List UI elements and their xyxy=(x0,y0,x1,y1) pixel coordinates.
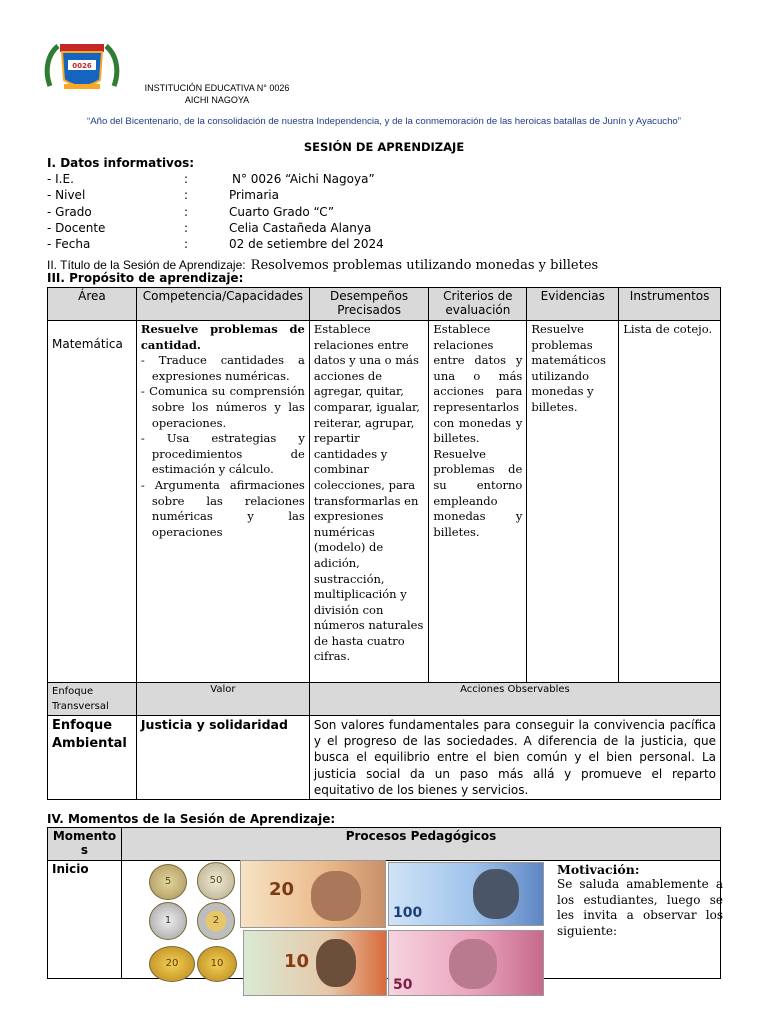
info-value: Primaria xyxy=(229,188,279,202)
purpose-table xyxy=(47,287,721,800)
header-processes: Procesos Pedagógicos xyxy=(121,828,720,861)
coin-image: 5 xyxy=(149,864,187,900)
info-row-nivel xyxy=(47,188,647,204)
competency-title: Resuelve problemas de cantidad. xyxy=(140,322,305,352)
instrument-cell: Lista de cotejo. xyxy=(619,321,721,683)
info-key: - Docente xyxy=(47,221,106,235)
info-value: 02 de setiembre del 2024 xyxy=(229,237,384,251)
approach-cell: Enfoque Ambiental xyxy=(48,716,137,800)
info-sep: : xyxy=(184,221,189,235)
coin-image: 20 xyxy=(149,946,195,982)
header-moments: Momento s xyxy=(48,828,122,861)
year-motto: “Año del Bicentenario, de la consolidación de nuestra Independencia, y de la conmemoración de las heroicas batallas de Junín y Ayacucho” xyxy=(87,116,681,127)
coin-image: 2 xyxy=(197,902,235,940)
info-sep: : xyxy=(184,188,189,202)
area-cell: Matemática xyxy=(48,321,137,683)
coin-image: 1 xyxy=(149,902,187,940)
actions-cell: Son valores fundamentales para conseguir la convivencia pacífica y el progreso de las sociedades. A diferencia de la justicia, que busca el equilibrio entre el bien común y el bien personal. La justicia social da un paso más allá y promueve el reparto equitativo de los bienes y servicios. xyxy=(309,716,720,800)
info-list xyxy=(47,172,647,254)
bill-image: 50 xyxy=(388,930,544,996)
criteria-cell: Establece relaciones entre datos y una o más acciones para representarlos con monedas y billetes. Resuelve problemas de su entorno empleando monedas y billetes. xyxy=(429,321,527,683)
header-instruments: Instrumentos xyxy=(619,288,721,321)
capacity-item: - Comunica su comprensión sobre los números y las operaciones. xyxy=(140,384,305,430)
motivation-text: Se saluda amablemente a los estudiantes, luego se les invita a observar los siguiente: xyxy=(556,877,723,938)
session-title: SESIÓN DE APRENDIZAJE xyxy=(303,140,465,154)
section1-title: I. Datos informativos: xyxy=(47,156,195,170)
performance-cell: Establece relaciones entre datos y una o más acciones de agregar, quitar, comparar, igualar, reiterar, agrupar, repartir cantidades y combinar colecciones, para transformarlas en expresiones numéricas (modelo) de adición, sustracción, multiplicación y división con números naturales de hasta cuatro cifras. xyxy=(309,321,429,683)
moments-header-row xyxy=(48,828,721,861)
capacity-item: - Traduce cantidades a expresiones numéricas. xyxy=(140,353,305,383)
value-cell: Justicia y solidaridad xyxy=(136,716,309,800)
header-competency: Competencia/Capacidades xyxy=(136,288,309,321)
info-value: Cuarto Grado “C” xyxy=(229,205,335,219)
info-key: - Fecha xyxy=(47,237,91,251)
section4-title: IV. Momentos de la Sesión de Aprendizaje: xyxy=(47,812,336,826)
section2-value: Resolvemos problemas utilizando monedas y billetes xyxy=(250,258,599,273)
header-value: Valor xyxy=(136,683,309,716)
info-sep: : xyxy=(184,237,189,251)
institution-name xyxy=(142,82,292,106)
competency-cell xyxy=(136,321,309,683)
info-key: - Nivel xyxy=(47,188,86,202)
capacities-list xyxy=(141,353,305,540)
info-row-grado xyxy=(47,205,647,221)
header-performance: Desempeños Precisados xyxy=(309,288,429,321)
moment-cell: Inicio xyxy=(48,861,122,979)
capacity-item: - Argumenta afirmaciones sobre las relaciones numéricas y las operaciones xyxy=(140,477,305,539)
institution-line1: INSTITUCIÓN EDUCATIVA N° 0026 xyxy=(144,83,290,93)
approach-row xyxy=(48,716,721,800)
info-sep: : xyxy=(184,205,189,219)
header-evidence: Evidencias xyxy=(527,288,619,321)
approach-header-row xyxy=(48,683,721,716)
evidence-cell: Resuelve problemas matemáticos utilizando monedas y billetes. xyxy=(527,321,619,683)
info-sep: : xyxy=(184,172,189,186)
info-row-ie xyxy=(47,172,647,188)
section2-label: II. Título de la Sesión de Aprendizaje: xyxy=(47,258,246,272)
institution-line2: AICHI NAGOYA xyxy=(184,95,250,105)
motivation-block xyxy=(557,862,723,939)
info-value: N° 0026 “Aichi Nagoya” xyxy=(232,172,375,186)
info-value: Celia Castañeda Alanya xyxy=(229,221,372,235)
info-row-docente xyxy=(47,221,647,237)
bill-image: 10 xyxy=(243,930,387,996)
header-approach: Enfoque Transversal xyxy=(48,683,137,716)
purpose-row xyxy=(48,321,721,683)
coin-image: 50 xyxy=(197,862,235,900)
capacity-item: - Usa estrategias y procedimientos de estimación y cálculo. xyxy=(140,431,305,477)
header-area: Área xyxy=(48,288,137,321)
motivation-title: Motivación: xyxy=(556,862,640,877)
bill-image: 100 xyxy=(388,862,544,926)
info-key: - Grado xyxy=(47,205,92,219)
purpose-header-row xyxy=(48,288,721,321)
info-row-fecha xyxy=(47,237,647,253)
header-actions: Acciones Observables xyxy=(309,683,720,716)
header-criteria: Criterios de evaluación xyxy=(429,288,527,321)
school-logo xyxy=(44,40,120,94)
section3-title: III. Propósito de aprendizaje: xyxy=(47,271,244,285)
money-image xyxy=(145,860,545,998)
logo-text: 0026 xyxy=(72,62,92,70)
bill-image: 20 xyxy=(240,860,386,928)
info-key: - I.E. xyxy=(47,172,74,186)
coin-image: 10 xyxy=(197,946,237,982)
